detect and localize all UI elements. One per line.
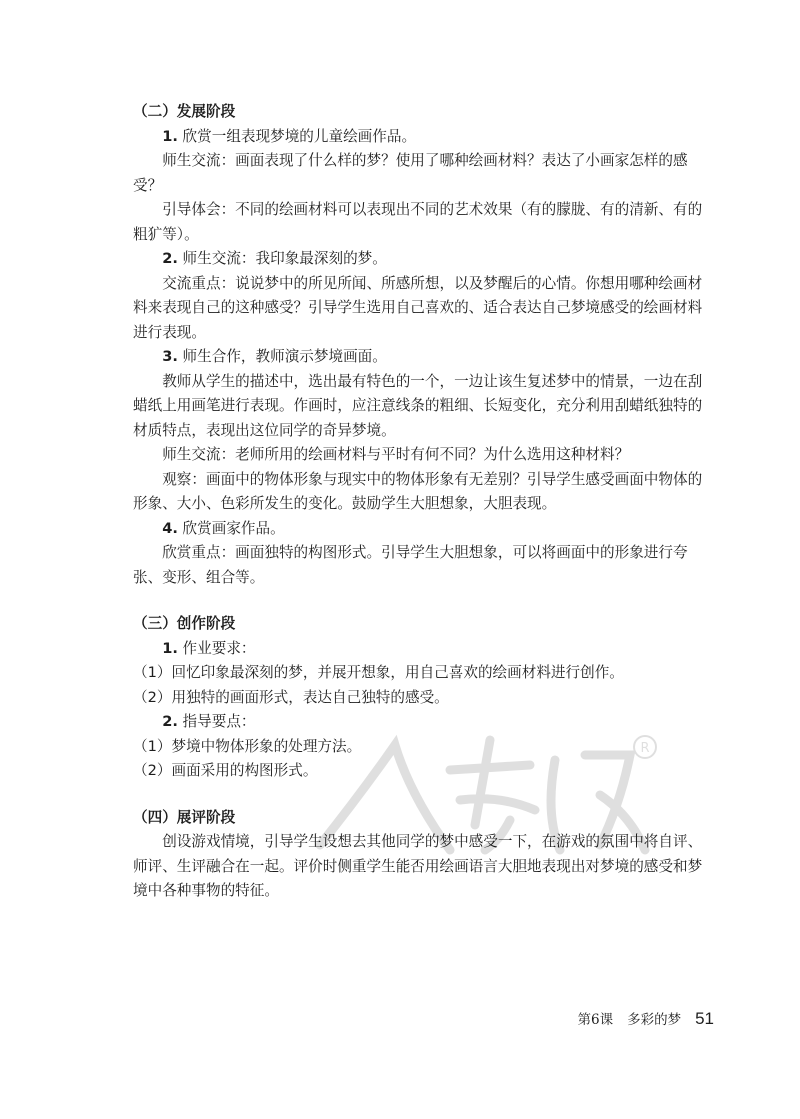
paragraph: 观察：画面中的物体形象与现实中的物体形象有无差别？引导学生感受画面中物体的形象、大小、色彩所发生的变化。鼓励学生大胆想象，大胆表现。 <box>133 470 703 512</box>
section-spacer <box>133 590 711 612</box>
item-number: 2. <box>162 250 178 267</box>
page-footer <box>577 1008 714 1029</box>
section-heading: （三）创作阶段 <box>133 615 236 632</box>
numbered-item <box>133 637 711 662</box>
item-text: 师生交流：我印象最深刻的梦。 <box>182 250 387 267</box>
item-text: 欣赏画家作品。 <box>182 519 285 537</box>
section-heading: （四）展评阶段 <box>133 808 236 826</box>
item-text: 作业要求： <box>182 639 256 657</box>
sub-item: （1）梦境中物体形象的处理方法。 <box>133 737 362 755</box>
numbered-item <box>133 345 711 370</box>
item-number: 1. <box>162 127 178 145</box>
publisher-watermark <box>300 725 660 860</box>
paragraph: 引导体会：不同的绘画材料可以表现出不同的艺术效果（有的朦胧、有的清新、有的粗犷等）。 <box>133 201 703 243</box>
sub-item: （1）回忆印象最深刻的梦，并展开想象，用自己喜欢的绘画材料进行创作。 <box>133 664 624 681</box>
section-heading: （二）发展阶段 <box>133 103 236 120</box>
item-text: 指导要点： <box>182 713 256 730</box>
paragraph: 教师从学生的描述中，选出最有特色的一个，一边让该生复述梦中的情景，一边在刮蜡纸上用画笔进行表现。作画时，应注意线条的粗细、长短变化，充分利用刮蜡纸独特的材质特点，表现出这位同学的奇异梦境。 <box>133 372 703 439</box>
sub-item: （2）画面采用的构图形式。 <box>133 762 318 779</box>
paragraph: 创设游戏情境，引导学生设想去其他同学的梦中感受一下，在游戏的氛围中将自评、师评、生评融合在一起。评价时侧重学生能否用绘画语言大胆地表现出对梦境的感受和梦境中各种事物的特征。 <box>133 833 703 899</box>
numbered-item <box>133 125 711 150</box>
paragraph: 欣赏重点：画面独特的构图形式。引导学生大胆想象，可以将画面中的形象进行夸张、变形、组合等。 <box>133 544 688 586</box>
sub-item: （2）用独特的画面形式，表达自己独特的感受。 <box>133 688 449 706</box>
paragraph: 师生交流：画面表现了什么样的梦？使用了哪种绘画材料？表达了小画家怎样的感受？ <box>133 152 688 194</box>
item-number: 2. <box>162 713 178 730</box>
paragraph: 师生交流：老师所用的绘画材料与平时有何不同？为什么选用这种材料？ <box>162 446 630 463</box>
paragraph: 交流重点：说说梦中的所见所闻、所感所想，以及梦醒后的心情。你想用哪种绘画材料来表现自己的这种感受？引导学生选用自己喜欢的、适合表达自己梦境感受的绘画材料进行表现。 <box>133 274 703 341</box>
page-number: 51 <box>695 1009 714 1028</box>
item-text: 欣赏一组表现梦境的儿童绘画作品。 <box>182 127 417 145</box>
lesson-title: 多彩的梦 <box>627 1012 682 1028</box>
numbered-item <box>133 247 711 272</box>
item-text: 师生合作，教师演示梦境画面。 <box>182 348 387 365</box>
svg-text:R: R <box>640 741 650 756</box>
numbered-item <box>133 517 711 542</box>
item-number: 3. <box>162 348 178 365</box>
item-number: 4. <box>162 519 178 537</box>
lesson-number: 第6课 <box>577 1012 614 1028</box>
item-number: 1. <box>162 639 178 657</box>
